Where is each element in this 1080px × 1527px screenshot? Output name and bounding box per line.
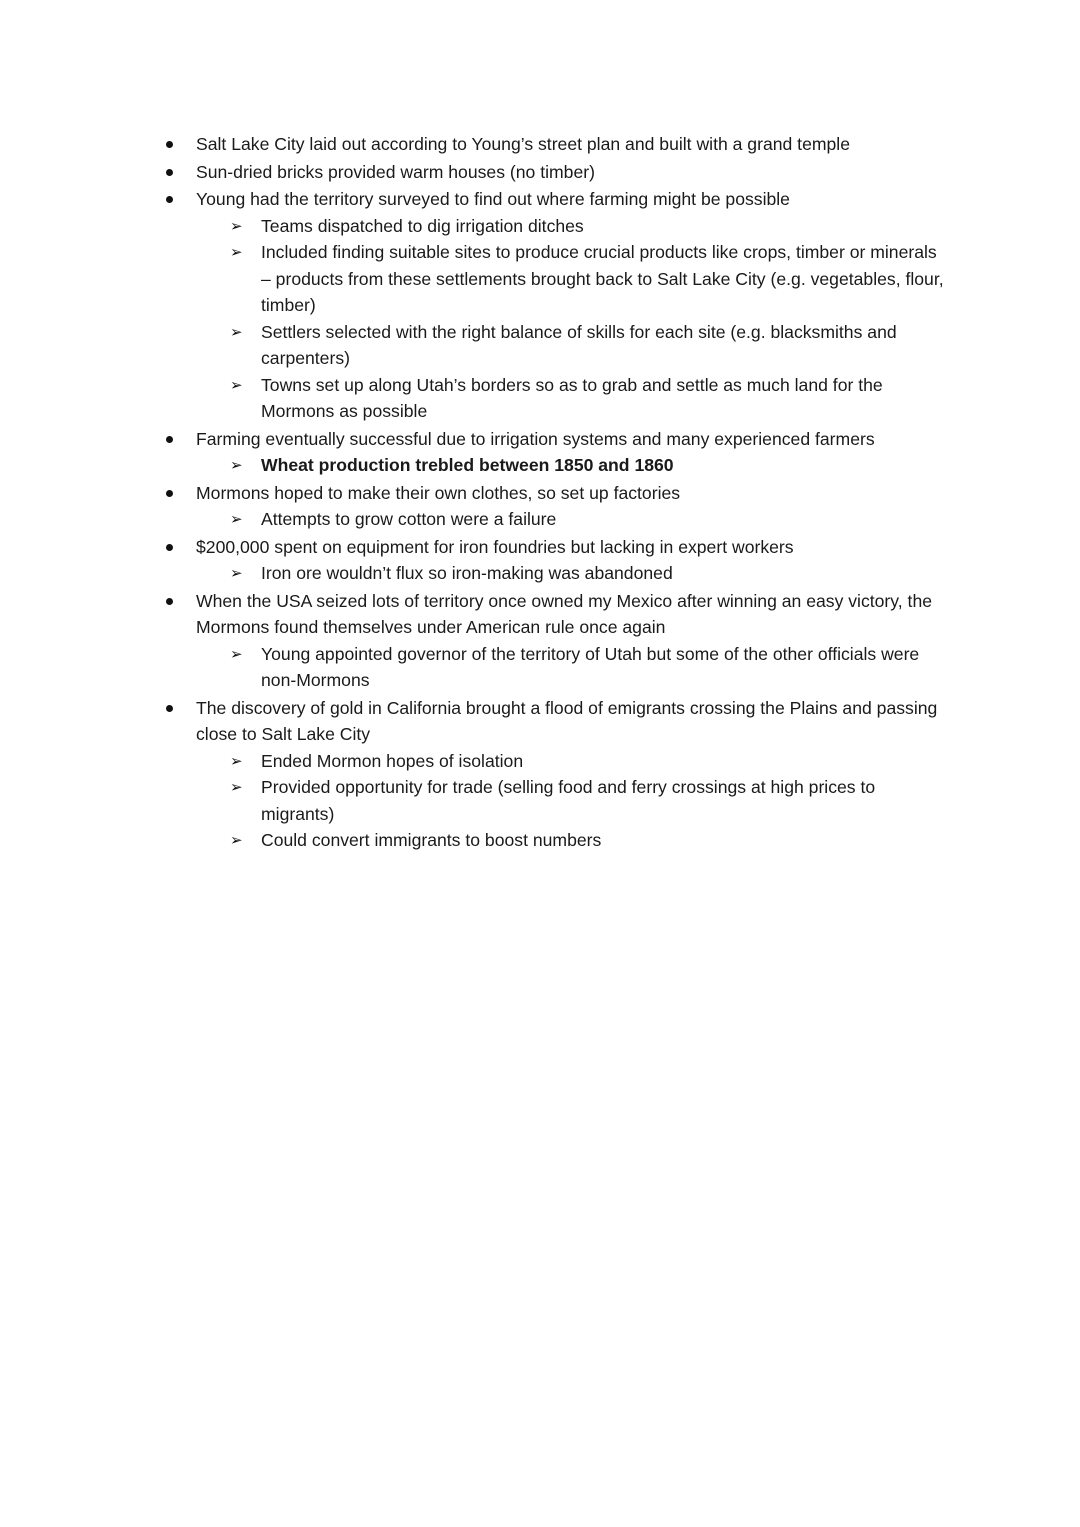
bullet-text: Salt Lake City laid out according to Young’s street plan and built with a grand temple [196,134,850,154]
bullet-text: $200,000 spent on equipment for iron foundries but lacking in expert workers [196,536,794,557]
sub-list [196,641,945,694]
bullet-item [0,131,1080,158]
arrow-bullet-icon: ➢ [230,322,243,341]
bullet-dot-icon [166,169,173,176]
bullet-dot-icon [166,436,173,443]
arrow-bullet-icon: ➢ [230,831,243,849]
bullet-dot-icon [166,705,173,712]
arrow-bullet-icon: ➢ [230,564,243,582]
sub-text: Could convert immigrants to boost numbers [261,830,602,850]
bullet-dot-icon [166,490,173,497]
bullet-text: Sun-dried bricks provided warm houses (no timber) [196,161,595,182]
bullet-text: Farming eventually successful due to irrigation systems and many experienced farmers [196,428,875,449]
arrow-bullet-icon: ➢ [230,375,243,394]
sub-item [230,827,945,854]
sub-item [230,452,945,479]
bullet-dot-icon [166,598,173,605]
sub-text: Young appointed governor of the territory of Utah but some of the other officials were non-Mormons [261,643,920,690]
sub-item [230,506,945,533]
sub-list [196,560,945,587]
sub-item [230,319,945,372]
sub-text: Wheat production trebled between 1850 and 1860 [261,455,674,475]
bullet-item [0,588,1080,694]
bullet-text: When the USA seized lots of territory once owned my Mexico after winning an easy victory, the Mormons found themselves under American rule once again [196,590,933,637]
bullet-item [0,159,1080,186]
bullet-item [0,695,1080,854]
bullet-dot-icon [166,196,173,203]
arrow-bullet-icon: ➢ [230,216,243,235]
sub-list [196,506,945,533]
sub-text: Settlers selected with the right balance of skills for each site (e.g. blacksmiths and carpenters) [261,321,897,368]
bullet-text: Mormons hoped to make their own clothes, so set up factories [196,482,681,503]
sub-text: Included finding suitable sites to produce crucial products like crops, timber or minerals – products from these settlements brought back to Salt Lake City (e.g. vegetables, flour, timber) [261,242,944,315]
bullet-dot-icon [166,544,173,551]
sub-item [230,774,945,827]
sub-text: Iron ore wouldn’t flux so iron-making was abandoned [261,563,673,583]
sub-text: Provided opportunity for trade (selling food and ferry crossings at high prices to migrants) [261,777,876,824]
arrow-bullet-icon: ➢ [230,751,243,770]
bullet-item [0,480,1080,533]
document-page [0,131,1080,855]
bullet-item [0,534,1080,587]
sub-list [196,452,945,479]
arrow-bullet-icon: ➢ [230,510,243,528]
bullet-item [0,426,1080,479]
bullet-list [0,131,1080,854]
sub-list [196,213,945,425]
sub-item [230,239,945,319]
arrow-bullet-icon: ➢ [230,243,243,261]
bullet-item [0,186,1080,425]
sub-text: Attempts to grow cotton were a failure [261,509,557,529]
sub-text: Towns set up along Utah’s borders so as to grab and settle as much land for the Mormons as possible [261,374,883,421]
sub-list [196,748,945,854]
arrow-bullet-icon: ➢ [230,456,243,474]
sub-item [230,213,945,240]
arrow-bullet-icon: ➢ [230,644,243,663]
sub-item [230,641,945,694]
sub-text: Teams dispatched to dig irrigation ditches [261,215,584,236]
bullet-text: The discovery of gold in California brought a flood of emigrants crossing the Plains and passing close to Salt Lake City [196,697,938,744]
sub-item [230,748,945,775]
sub-item [230,560,945,587]
sub-item [230,372,945,425]
bullet-text: Young had the territory surveyed to find out where farming might be possible [196,189,790,209]
sub-text: Ended Mormon hopes of isolation [261,750,524,771]
bullet-dot-icon [166,141,173,148]
arrow-bullet-icon: ➢ [230,778,243,796]
